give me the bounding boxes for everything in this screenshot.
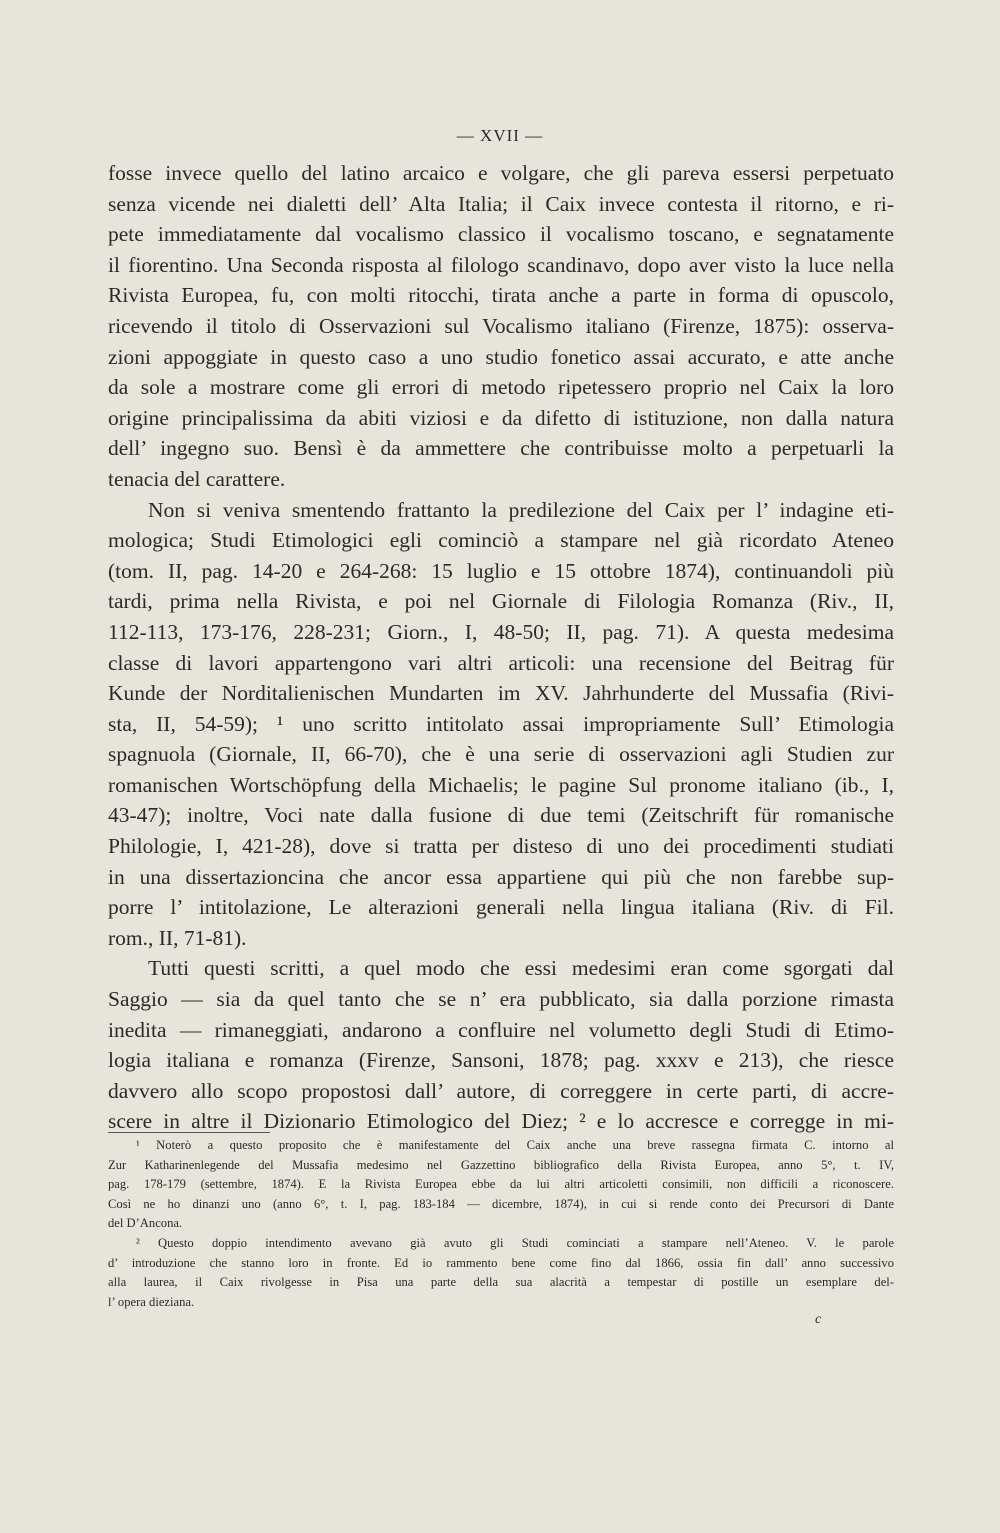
- text-line: Rivista Europea, fu, con molti ritocchi, tirata anche a parte in forma di opuscolo,: [108, 283, 894, 308]
- text-line: Kunde der Norditalienischen Mundarten im XV. Jahrhunderte del Mussafia (Rivi-: [108, 681, 894, 706]
- text-line: il fiorentino. Una Seconda risposta al filologo scandinavo, dopo aver visto la luce nella: [108, 252, 894, 277]
- footnote-line: ² Questo doppio intendimento avevano già avuto gli Studi cominciati a stampare nell’Ateneo. V. le parole: [136, 1235, 894, 1250]
- footnote-line: alla laurea, il Caix rivolgesse in Pisa una parte della sua alacrità a tempestar di postille un esemplare del-: [108, 1275, 894, 1290]
- text-line: Tutti questi scritti, a quel modo che essi medesimi eran come sgorgati dal: [148, 956, 894, 981]
- footnote-line: ¹ Noterò a questo proposito che è manifestamente del Caix anche una breve rassegna firmata C. intorno al: [136, 1138, 894, 1152]
- signature-mark: c: [815, 1312, 822, 1327]
- page-number: — XVII —: [456, 126, 544, 145]
- text-line: spagnuola (Giornale, II, 66-70), che è una serie di osservazioni agli Studien zur: [108, 742, 894, 767]
- text-line: inedita — rimaneggiati, andarono a confluire nel volumetto degli Studi di Etimo-: [108, 1017, 894, 1042]
- footnotes: [108, 1136, 894, 1312]
- footnote-line: pag. 178-179 (settembre, 1874). E la Rivista Europea ebbe da lui altri articoletti consimili, non difficili a riconoscere.: [108, 1177, 894, 1192]
- text-line: da sole a mostrare come gli errori di metodo ripetessero proprio nel Caix la loro: [108, 375, 894, 400]
- text-line: in una dissertazioncina che ancor essa appartiene qui più che non farebbe sup-: [108, 864, 894, 889]
- text-line: porre l’ intitolazione, Le alterazioni generali nella lingua italiana (Riv. di Fil.: [108, 895, 894, 920]
- text-line: 43-47); inoltre, Voci nate dalla fusione di due temi (Zeitschrift für romanische: [108, 803, 894, 828]
- text-line: Non si veniva smentendo frattanto la predilezione del Caix per l’ indagine eti-: [148, 497, 894, 522]
- footnote-line: del D’Ancona.: [108, 1216, 183, 1231]
- text-line: davvero allo scopo propostosi dall’ autore, di correggere in certe parti, di accre-: [108, 1078, 894, 1103]
- text-line: classe di lavori appartengono vari altri articoli: una recensione del Beitrag für: [108, 650, 894, 675]
- text-line: rom., II, 71-81).: [108, 925, 247, 950]
- text-line: origine principalissima da abiti viziosi e da difetto di istituzione, non dalla natura: [108, 405, 894, 430]
- footnote-line: Così ne ho dinanzi uno (anno 6°, t. I, pag. 183-184 — dicembre, 1874), in cui si rende conto dei Precursori di Dante: [108, 1196, 894, 1211]
- text-line: tenacia del carattere.: [108, 466, 286, 491]
- text-line: 112-113, 173-176, 228-231; Giorn., I, 48-50; II, pag. 71). A questa medesima: [108, 619, 894, 644]
- text-line: logia italiana e romanza (Firenze, Sansoni, 1878; pag. xxxv e 213), che riesce: [108, 1048, 894, 1073]
- text-line: Saggio — sia da quel tanto che se n’ era pubblicato, sia dalla porzione rimasta: [108, 987, 894, 1012]
- text-line: romanischen Wortschöpfung della Michaelis; le pagine Sul pronome italiano (ib., I,: [108, 772, 894, 797]
- main-text: [108, 158, 894, 1137]
- text-line: mologica; Studi Etimologici egli cominciò a stampare nel già ricordato Ateneo: [108, 528, 894, 553]
- footnote-line: l’ opera dieziana.: [108, 1294, 195, 1309]
- text-line: ricevendo il titolo di Osservazioni sul Vocalismo italiano (Firenze, 1875): osserva-: [108, 313, 894, 338]
- footnote-line: d’ introduzione che stanno loro in fronte. Ed io rammento bene come fino dal 1866, ossia fin dall’ anno successivo: [108, 1255, 894, 1270]
- footnote-divider: [108, 1132, 270, 1133]
- text-line: tardi, prima nella Rivista, e poi nel Giornale di Filologia Romanza (Riv., II,: [108, 589, 894, 614]
- text-line: pete immediatamente dal vocalismo classico il vocalismo toscano, e segnatamente: [108, 222, 894, 247]
- footnote-line: Zur Katharinenlegende del Mussafia medesimo nel Gazzettino bibliografico della Rivista Europea, anno 5°, t. IV,: [108, 1157, 894, 1172]
- text-line: dell’ ingegno suo. Bensì è da ammettere che contribuisse molto a perpetuarli la: [108, 436, 894, 461]
- text-line: zioni appoggiate in questo caso a uno studio fonetico assai accurato, e atte anche: [108, 344, 894, 369]
- text-line: sta, II, 54-59); ¹ uno scritto intitolato assai impropriamente Sull’ Etimologia: [108, 711, 894, 736]
- text-line: scere in altre il Dizionario Etimologico del Diez; ² e lo accresce e corregge in mi-: [108, 1109, 894, 1134]
- text-line: senza vicende nei dialetti dell’ Alta Italia; il Caix invece contesta il ritorno, e ri-: [108, 191, 894, 216]
- text-line: (tom. II, pag. 14-20 e 264-268: 15 luglio e 15 ottobre 1874), continuandoli più: [108, 558, 894, 583]
- text-line: fosse invece quello del latino arcaico e volgare, che gli pareva essersi perpetuato: [108, 161, 894, 185]
- text-line: Philologie, I, 421-28), dove si tratta per disteso di uno dei procedimenti studiati: [108, 834, 894, 859]
